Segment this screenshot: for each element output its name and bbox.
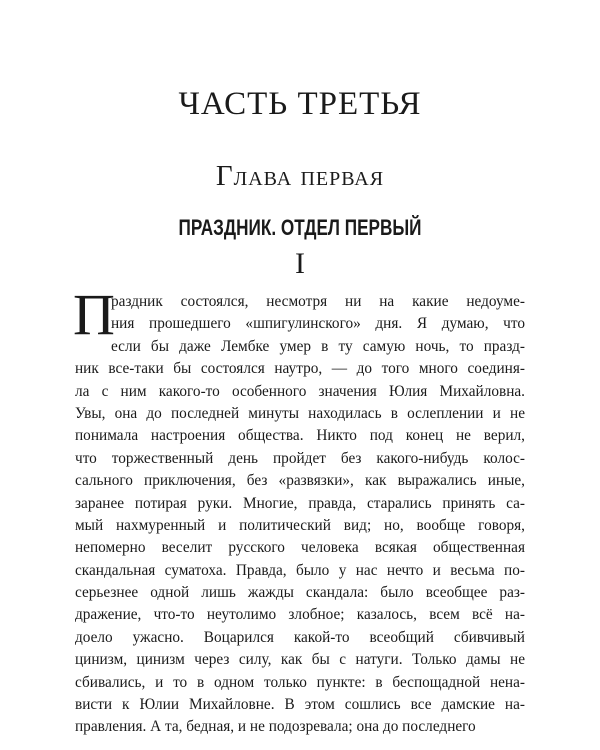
text-line: сбивались, и то в одном только пункте: в беспощадной нена- — [75, 673, 525, 691]
text-line: понимала настроения общества. Никто под конец не верил, — [75, 427, 525, 445]
text-line: если бы даже Лембке умер в ту самую ночь, то празд- — [111, 337, 525, 355]
text-line: скандальная суматоха. Правда, было у нас нечто и весьма по- — [75, 561, 525, 579]
text-line: правления. А та, бедная, и не подозревала; она до последнего — [75, 718, 476, 736]
text-line: ла с ним какого-то особенного значения Юлия Михайловна. — [75, 382, 525, 400]
text-line: сального приключения, без «развязки», как выражались иные, — [75, 472, 525, 490]
text-line: ник все-таки бы состоялся наутро, — до того много соединя- — [75, 360, 525, 378]
text-line: цинизм, цинизм через силу, как бы с натуги. Только дамы не — [75, 651, 525, 669]
drop-cap: П — [73, 282, 115, 347]
text-line: висти к Юлии Михайловне. В этом сошлись все дамские на- — [75, 696, 525, 714]
text-line: серьезнее одной лишь жажды скандала: было всеобщее раз- — [75, 584, 525, 602]
text-line: что торжественный день пройдет без какого-нибудь колос- — [75, 449, 525, 467]
section-title: ПРАЗДНИК. ОТДЕЛ ПЕРВЫЙ — [178, 215, 422, 240]
body-text — [73, 282, 525, 739]
part-title: ЧАСТЬ ТРЕТЬЯ — [178, 86, 422, 122]
text-line: раздник состоялся, несмотря ни на какие недоуме- — [111, 293, 525, 310]
text-line: мый нахмуренный и политический вид; но, вообще говоря, — [75, 516, 525, 534]
chapter-title: Глава первая — [215, 160, 385, 192]
text-line: заранее потирая руки. Многие, правда, старались принять са- — [75, 494, 525, 512]
text-line: ния прошедшего «шпигулинского» дня. Я думаю, что — [111, 315, 525, 333]
section-number: I — [295, 247, 305, 280]
text-line: Увы, она до последней минуты находилась в ослеплении и не — [75, 404, 525, 422]
text-line: дражение, что-то неутолимо злобное; казалось, всем всё на- — [75, 606, 525, 624]
text-line: непомерно веселит русского человека всякая общественная — [75, 539, 525, 557]
text-line: доело ужасно. Воцарился какой-то всеобщий сбивчивый — [75, 628, 525, 646]
